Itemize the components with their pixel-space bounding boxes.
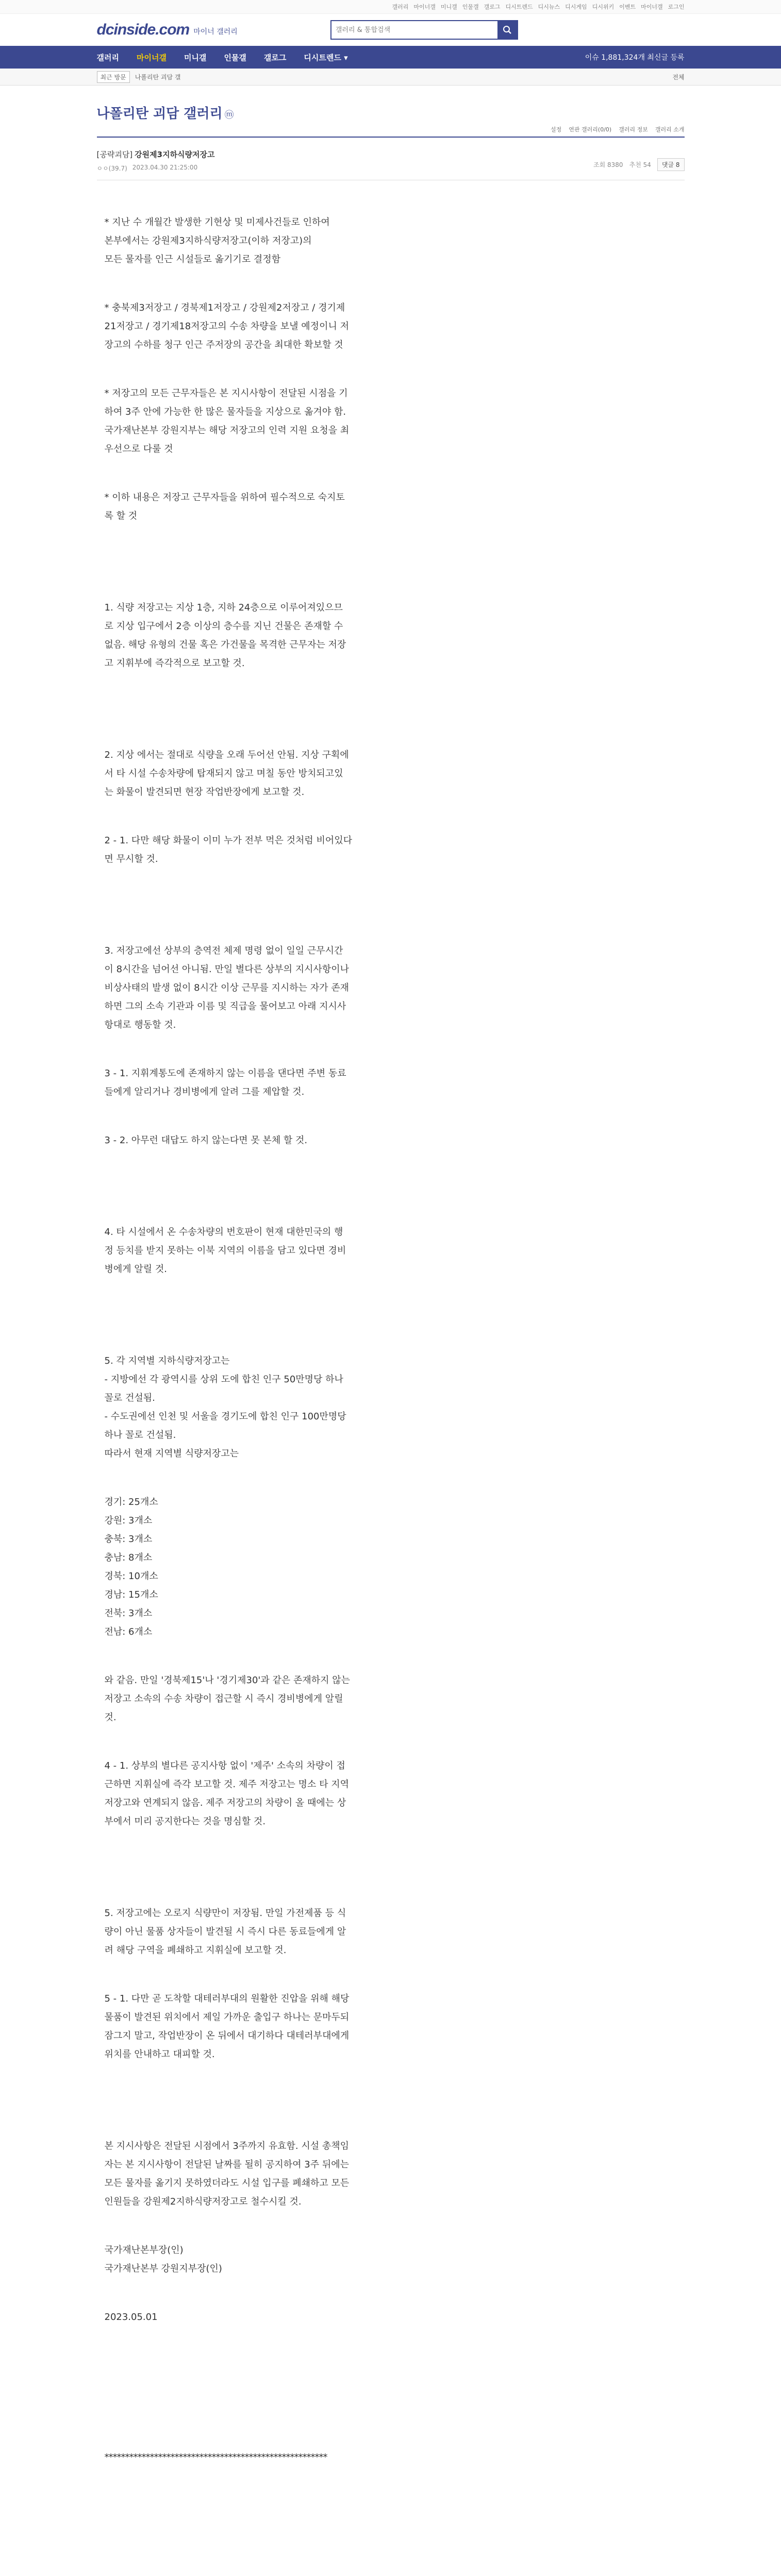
body-paragraph: 와 같음. 만일 '경북제15'나 '경기제30'과 같은 존재하지 않는 저장고 소속의 수송 차량이 접근할 시 즉시 경비병에게 알릴 것. xyxy=(104,1675,351,1723)
utility-link[interactable]: 디시뉴스 xyxy=(538,4,560,10)
post-category: [공략괴담] xyxy=(96,150,133,159)
recent-visit-bar xyxy=(0,69,781,86)
body-paragraph: * 지난 수 개월간 발생한 기현상 및 미제사건들로 인하여 본부에서는 강원제3지하식량저장고(이하 저장고)의 모든 물자를 인근 시설들로 옮기기로 결정함 xyxy=(104,217,330,265)
body-paragraph: 3 - 1. 지휘계통도에 존재하지 않는 이름을 댄다면 주변 동료 들에게 알리거나 경비병에게 알려 그를 제압할 것. xyxy=(104,1068,346,1097)
recent-all-button[interactable]: 전체 xyxy=(672,73,685,81)
body-paragraph: 2 - 1. 다만 해당 화물이 이미 누가 전부 먹은 것처럼 비어있다 면 무시할 것. xyxy=(104,835,353,865)
post-title: 강원제3지하식량저장고 xyxy=(135,150,215,159)
post-writer[interactable]: ㅇㅇ(39.7) xyxy=(96,165,127,172)
post-recommends: 추천 54 xyxy=(629,161,651,168)
gallery-header xyxy=(97,86,685,122)
gallery-tools xyxy=(97,125,685,138)
gallery-tool-link[interactable]: 설정 xyxy=(551,126,562,133)
gallery-tool-link[interactable]: 연관 갤러리(0/0) xyxy=(569,126,612,133)
comment-button[interactable]: 댓글 8 xyxy=(657,158,685,171)
trend-counter-text: 이슈 1,881,324개 최신글 등록 xyxy=(585,54,685,62)
nav-item[interactable]: 미니갤 xyxy=(184,53,207,62)
post-header xyxy=(97,138,685,180)
recent-gallery-link[interactable]: 나폴리탄 괴담 갤 xyxy=(135,73,181,81)
separator-line: ****************************************************** xyxy=(104,2452,327,2463)
utility-link[interactable]: 마이너갤 xyxy=(413,4,436,10)
body-paragraph: 1. 식량 저장고는 지상 1층, 지하 24층으로 이루어져있으므 로 지상 입구에서 2층 이상의 층수를 지닌 건물은 존재할 수 없음. 해당 유형의 건물 혹은 가건물을 목격한 근무자는 저장 고 지휘부에 즉각적으로 보고할 것. xyxy=(104,602,346,669)
utility-link[interactable]: 마이너갤 xyxy=(641,4,663,10)
nav-item[interactable]: 디시트렌드 ▾ xyxy=(304,53,348,62)
gallery-type-label[interactable]: 마이너 갤러리 xyxy=(193,28,238,36)
body-paragraph: 국가재난본부장(인) 국가재난본부 강원지부장(인) xyxy=(104,2245,222,2274)
search-button[interactable] xyxy=(497,21,517,39)
nav-item[interactable]: 갤러리 xyxy=(96,53,119,62)
gallery-tool-link[interactable]: 갤러리 소개 xyxy=(655,126,685,133)
utility-link[interactable]: 디시위키 xyxy=(592,4,614,10)
body-paragraph: * 저장고의 모든 근무자들은 본 지시사항이 전달된 시점을 기 하여 3주 안에 가능한 한 많은 물자들을 지상으로 옮겨야 함. 국가재난본부 강원지부는 해당 저장고의 인력 지원 요청을 최 우선으로 다룰 것 xyxy=(104,388,350,454)
body-paragraph: 2023.05.01 xyxy=(104,2312,158,2323)
recent-visit-tag[interactable]: 최근 방문 xyxy=(97,71,130,83)
minor-gallery-mark: ⓜ xyxy=(224,110,234,121)
post-stats xyxy=(593,158,684,171)
utility-links xyxy=(97,0,685,13)
site-logo[interactable]: dcinside.com xyxy=(96,21,190,38)
gallery-title[interactable]: 나폴리탄 괴담 갤러리 xyxy=(96,106,223,122)
body-paragraph: 4 - 1. 상부의 별다른 공지사항 없이 '제주' 소속의 차량이 접 근하면 지휘실에 즉각 보고할 것. 제주 저장고는 명소 타 지역 저장고와 연계되지 않음. 제주 저장고의 차량이 올 때에는 상 부에서 미리 공지한다는 것을 명심할 것. xyxy=(104,1760,350,1827)
utility-link[interactable]: 미니갤 xyxy=(440,4,457,10)
search-input[interactable] xyxy=(331,22,497,38)
body-paragraph: * 이하 내용은 저장고 근무자들을 위하여 필수적으로 숙지토 록 할 것 xyxy=(104,492,345,521)
utility-link[interactable]: 갤로그 xyxy=(484,4,501,10)
utility-link[interactable]: 디시게임 xyxy=(565,4,587,10)
post-date: 2023.04.30 21:25:00 xyxy=(132,164,198,171)
search-icon xyxy=(503,25,512,35)
main-navigation xyxy=(0,46,781,69)
nav-item[interactable]: 갤로그 xyxy=(263,53,287,62)
body-paragraph: 4. 타 시설에서 온 수송차량의 번호판이 현재 대한민국의 행 정 등치를 받지 못하는 이북 지역의 이름을 담고 있다면 경비 병에게 알릴 것. xyxy=(104,1227,346,1275)
body-paragraph: * 충북제3저장고 / 경북제1저장고 / 강원제2저장고 / 경기제 21저장고 / 경기제18저장고의 수송 차량을 보낼 예정이니 저 장고의 수하를 청구 인근 주저장의 공간을 최대한 확보할 것 xyxy=(104,302,349,350)
body-paragraph: 2. 지상 에서는 절대로 식량을 오래 두어선 안됨. 지상 구획에 서 타 시설 수송차량에 탑재되지 않고 며칠 동안 방치되고있 는 화물이 발견되면 현장 작업반장에게 보고할 것. xyxy=(104,750,349,798)
trend-counter[interactable] xyxy=(585,52,685,62)
post-views: 조회 8380 xyxy=(593,161,623,168)
utility-link[interactable]: 이벤트 xyxy=(619,4,636,10)
gallery-tool-link[interactable]: 갤러리 정보 xyxy=(619,126,648,133)
nav-item[interactable]: 인물갤 xyxy=(224,53,246,62)
utility-link[interactable]: 디시트렌드 xyxy=(505,4,533,10)
body-paragraph: 3. 저장고에선 상부의 층역전 체제 명령 없이 일일 근무시간 이 8시간을 넘어선 아니됨. 만일 별다른 상부의 지시사항이나 비상사태의 발생 없이 8시간 이상 근무를 지시하는 자가 존재 하면 그의 소속 기관과 이름 및 직급을 물어보고 아래 지시사 항대로 행동할 것. xyxy=(104,945,350,1030)
body-paragraph: 본 지시사항은 전달된 시점에서 3주까지 유효함. 시설 총책임 자는 본 지시사항이 전달된 날짜를 될히 공지하여 3주 뒤에는 모든 물자를 옮기지 못하였더라도 시설 입구를 폐쇄하고 모든 인원들을 강원제2지하식량저장고로 철수시킬 것. xyxy=(104,2141,350,2207)
body-paragraph: 5 - 1. 다만 곧 도착할 대테러부대의 원활한 진압을 위해 해당 물품이 발견된 위치에서 제일 가까운 출입구 하나는 문마두되 잠그지 말고, 작업반장이 온 뒤에서 대기하다 대테러부대에게 위치를 안내하고 대피할 것. xyxy=(104,1993,350,2060)
post-body xyxy=(97,180,496,2576)
nav-item[interactable]: 마이너갤 xyxy=(136,53,167,62)
utility-link[interactable]: 갤러리 xyxy=(392,4,409,10)
body-paragraph: 경기: 25개소 강원: 3개소 충북: 3개소 충남: 8개소 경북: 10개소 경남: 15개소 전북: 3개소 전남: 6개소 xyxy=(104,1497,158,1637)
body-paragraph: 3 - 2. 아무런 대답도 하지 않는다면 못 본체 할 것. xyxy=(104,1135,308,1146)
utility-link[interactable]: 인물갤 xyxy=(462,4,479,10)
site-header xyxy=(0,14,781,46)
body-paragraph: 5. 각 지역별 지하식량저장고는 - 지방에선 각 광역시를 상위 도에 합친 인구 50만명당 하나 꼴로 건설됨. - 수도권에선 인천 및 서울을 경기도에 합친 인구 100만명당 하나 꼴로 건설됨. 따라서 현재 지역별 식량저장고는 xyxy=(104,1355,346,1459)
body-paragraph: 5. 저장고에는 오로지 식량만이 저장됨. 만일 가전제품 등 식 량이 아닌 물품 상자들이 발견될 시 즉시 다른 동료들에게 알 려 해당 구역을 폐쇄하고 지휘실에 보고할 것. xyxy=(104,1908,346,1956)
search-box xyxy=(330,20,518,40)
top-utility-bar xyxy=(0,0,781,14)
utility-link[interactable]: 로그인 xyxy=(668,4,685,10)
